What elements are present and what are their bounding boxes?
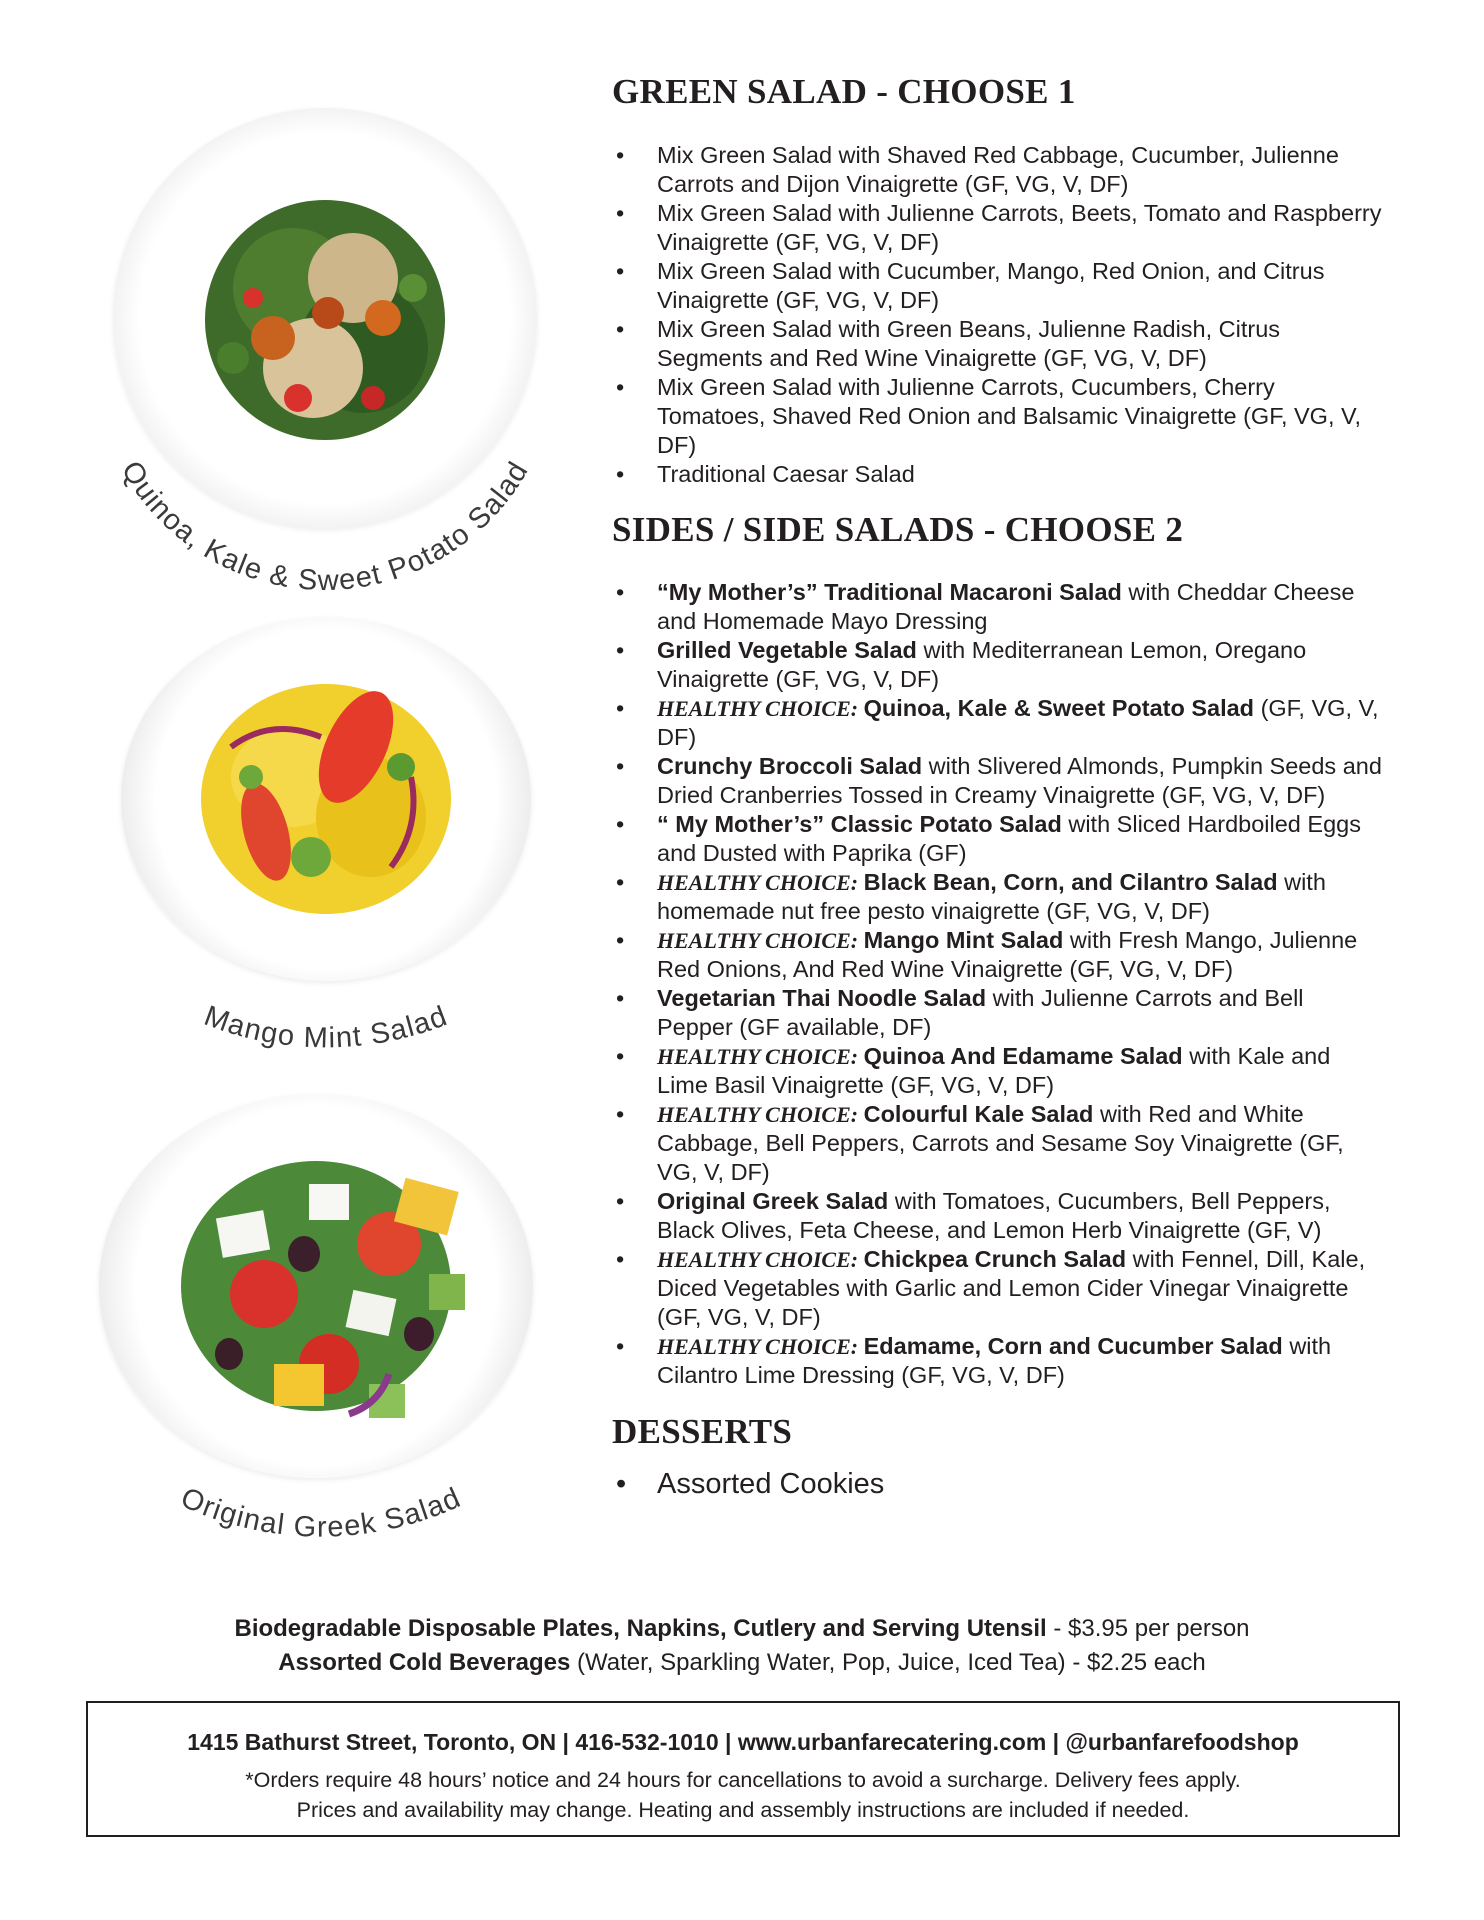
photo-column xyxy=(0,0,600,1620)
caption-greek: Original Greek Salad xyxy=(176,1481,466,1544)
bullet-icon: • xyxy=(616,374,625,400)
list-item: • Assorted Cookies xyxy=(616,1468,885,1500)
bullet-icon: • xyxy=(616,1188,625,1214)
list-item: • Vegetarian Thai Noodle Salad with Julienne Carrots and Bell Pepper (GF available, DF) xyxy=(616,985,1304,1040)
bullet-icon: • xyxy=(616,1246,625,1272)
list-item: • “ My Mother’s” Classic Potato Salad with Sliced Hardboiled Eggs and Dusted with Paprika (GF) xyxy=(616,811,1361,866)
list-item: • Mix Green Salad with Green Beans, Julienne Radish, Citrus Segments and Red Wine Vinaigrette (GF, VG, V, DF) xyxy=(616,316,1281,371)
sides-title: SIDES / SIDE SALADS - CHOOSE 2 xyxy=(612,510,1184,549)
bullet-icon: • xyxy=(616,869,625,895)
photo-captions xyxy=(0,0,600,1620)
caption-quinoa-kale: Quinoa, Kale & Sweet Potato Salad xyxy=(114,455,536,598)
sides-section xyxy=(612,510,1382,1390)
list-item: • HEALTHY CHOICE: Edamame, Corn and Cucumber Salad with Cilantro Lime Dressing (GF, VG, V, DF) xyxy=(616,1333,1332,1388)
bullet-icon: • xyxy=(616,200,625,226)
green-salad-section xyxy=(612,72,1382,489)
list-item: • Mix Green Salad with Julienne Carrots, Beets, Tomato and Raspberry Vinaigrette (GF, VG, V, DF) xyxy=(616,200,1382,255)
contact-info: 1415 Bathurst Street, Toronto, ON | 416-532-1010 | www.urbanfarecatering.com | @urbanfarefoodshop xyxy=(187,1729,1299,1755)
list-item: • HEALTHY CHOICE: Chickpea Crunch Salad with Fennel, Dill, Kale, Diced Vegetables with Garlic and Lemon Cider Vinegar Vinaigrette (GF, VG, V, DF) xyxy=(616,1246,1366,1330)
addon-line: Biodegradable Disposable Plates, Napkins, Cutlery and Serving Utensil - $3.95 per person xyxy=(234,1615,1250,1642)
green-salad-list xyxy=(612,141,1382,489)
bullet-icon: • xyxy=(616,1333,625,1359)
list-item: • Original Greek Salad with Tomatoes, Cucumbers, Bell Peppers, Black Olives, Feta Cheese, and Lemon Herb Vinaigrette (GF, V) xyxy=(616,1188,1331,1243)
addons xyxy=(0,1612,1484,1680)
list-item: • Grilled Vegetable Salad with Mediterranean Lemon, Oregano Vinaigrette (GF, VG, V, DF) xyxy=(616,637,1307,692)
desserts-list xyxy=(612,1468,1382,1500)
list-item: • HEALTHY CHOICE: Quinoa And Edamame Salad with Kale and Lime Basil Vinaigrette (GF, VG, V, DF) xyxy=(616,1043,1331,1098)
bullet-icon: • xyxy=(616,258,625,284)
bullet-icon: • xyxy=(616,316,625,342)
bullet-icon: • xyxy=(616,579,625,605)
footer-box xyxy=(86,1701,1400,1837)
list-item: • HEALTHY CHOICE: Mango Mint Salad with Fresh Mango, Julienne Red Onions, And Red Wine Vinaigrette (GF, VG, V, DF) xyxy=(616,927,1358,982)
list-item: • Mix Green Salad with Julienne Carrots, Cucumbers, Cherry Tomatoes, Shaved Red Onion and Balsamic Vinaigrette (GF, VG, V, DF) xyxy=(616,374,1362,458)
bullet-icon: • xyxy=(616,637,625,663)
list-item: • HEALTHY CHOICE: Black Bean, Corn, and Cilantro Salad with homemade nut free pesto vinaigrette (GF, VG, V, DF) xyxy=(616,869,1326,924)
desserts-title: DESSERTS xyxy=(612,1412,793,1451)
list-item: • Traditional Caesar Salad xyxy=(616,461,915,487)
sides-list xyxy=(612,578,1382,1390)
bullet-icon: • xyxy=(616,811,625,837)
bullet-icon: • xyxy=(616,985,625,1011)
bullet-icon: • xyxy=(616,753,625,779)
list-item: • Mix Green Salad with Cucumber, Mango, Red Onion, and Citrus Vinaigrette (GF, VG, V, DF) xyxy=(616,258,1325,313)
bullet-icon: • xyxy=(616,927,625,953)
green-salad-title: GREEN SALAD - CHOOSE 1 xyxy=(612,72,1076,111)
caption-mango-mint: Mango Mint Salad xyxy=(199,999,453,1055)
bullet-icon: • xyxy=(616,461,625,487)
desserts-section xyxy=(612,1412,1382,1500)
list-item: • HEALTHY CHOICE: Colourful Kale Salad with Red and White Cabbage, Bell Peppers, Carrots and Sesame Soy Vinaigrette (GF, VG, V, DF) xyxy=(616,1101,1344,1185)
list-item: • “My Mother’s” Traditional Macaroni Salad with Cheddar Cheese and Homemade Mayo Dressing xyxy=(616,579,1355,634)
bullet-icon: • xyxy=(616,1468,627,1500)
bullet-icon: • xyxy=(616,142,625,168)
bullet-icon: • xyxy=(616,1043,625,1069)
addon-line: Assorted Cold Beverages (Water, Sparkling Water, Pop, Juice, Iced Tea) - $2.25 each xyxy=(278,1649,1206,1676)
order-note: *Orders require 48 hours’ notice and 24 hours for cancellations to avoid a surcharge. Delivery fees apply. Prices and availability may change. Heating and assembly instructions are included if needed. xyxy=(245,1768,1241,1822)
bullet-icon: • xyxy=(616,1101,625,1127)
list-item: • Mix Green Salad with Shaved Red Cabbage, Cucumber, Julienne Carrots and Dijon Vinaigrette (GF, VG, V, DF) xyxy=(616,142,1339,197)
menu-content xyxy=(612,72,1382,1500)
list-item: • Crunchy Broccoli Salad with Slivered Almonds, Pumpkin Seeds and Dried Cranberries Tossed in Creamy Vinaigrette (GF, VG, V, DF) xyxy=(616,753,1382,808)
bullet-icon: • xyxy=(616,695,625,721)
list-item: • HEALTHY CHOICE: Quinoa, Kale & Sweet Potato Salad (GF, VG, V, DF) xyxy=(616,695,1379,750)
